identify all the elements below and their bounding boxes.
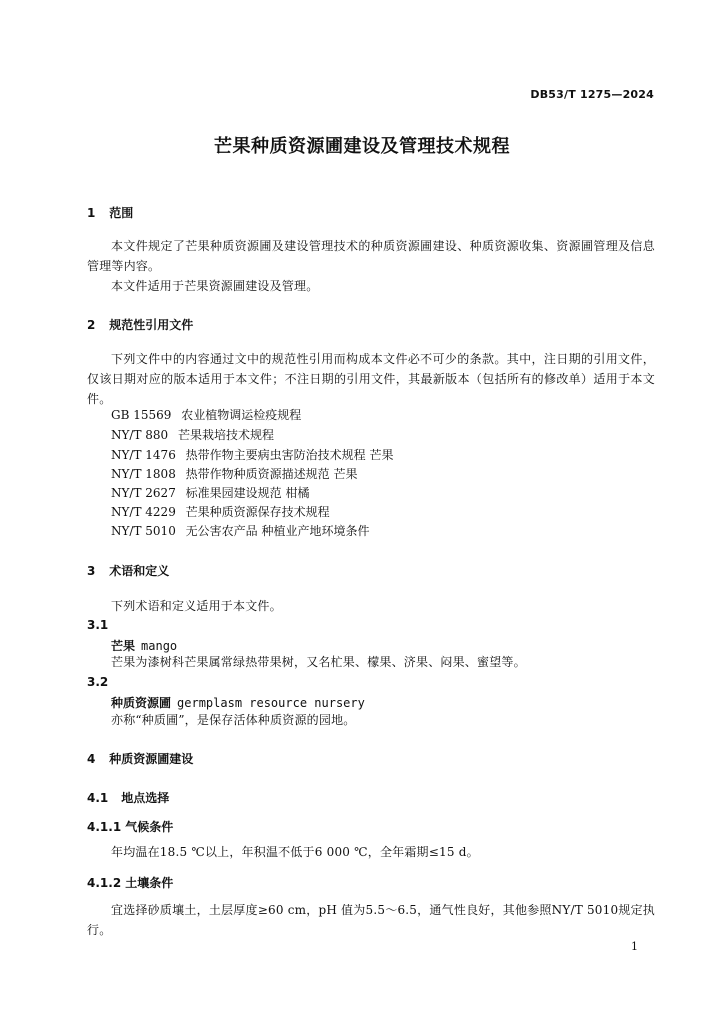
reference-code: NY/T 1808 [111, 467, 176, 481]
section-number: 4.1.1 [87, 820, 122, 834]
reference-item [111, 484, 309, 502]
standard-code: DB53/T 1275—2024 [530, 88, 654, 101]
term-chinese: 种质资源圃 [111, 696, 172, 710]
section-2-heading [87, 316, 193, 333]
term-english: germplasm resource nursery [177, 696, 365, 710]
section-1-paragraph-1: 本文件规定了芒果种质资源圃及建设管理技术的种质资源圃建设、种质资源收集、资源圃管理及信息管理等内容。 [87, 239, 655, 273]
reference-title: 标准果园建设规范 柑橘 [185, 486, 310, 500]
reference-code: GB 15569 [111, 408, 172, 422]
reference-title: 热带作物种质资源描述规范 芒果 [185, 467, 358, 481]
section-4-1-2-heading [87, 874, 173, 891]
reference-item [111, 465, 357, 483]
section-1-paragraph-2: 本文件适用于芒果资源圃建设及管理。 [111, 279, 319, 293]
reference-code: NY/T 2627 [111, 486, 176, 500]
reference-title: 无公害农产品 种植业产地环境条件 [185, 524, 370, 538]
reference-item [111, 522, 369, 540]
section-4-heading [87, 750, 193, 767]
section-4-1-1-heading [87, 818, 173, 835]
section-number: 4.1 [87, 791, 109, 805]
term-definition: 亦称“种质圃”，是保存活体种质资源的园地。 [111, 713, 356, 727]
page-number: 1 [631, 940, 638, 953]
reference-item [111, 406, 301, 424]
section-title: 术语和定义 [109, 564, 170, 578]
term-number: 3.2 [87, 675, 109, 689]
reference-title: 芒果种质资源保存技术规程 [185, 505, 330, 519]
reference-code: NY/T 1476 [111, 448, 176, 462]
section-4-1-heading [87, 789, 169, 806]
section-3-heading [87, 562, 169, 579]
section-3-paragraph-1: 下列术语和定义适用于本文件。 [111, 599, 282, 613]
reference-item [111, 503, 330, 521]
section-title: 地点选择 [121, 791, 170, 805]
section-4-1-1-paragraph: 年均温在18.5 ℃以上，年积温不低于6 000 ℃，全年霜期≤15 d。 [111, 845, 479, 859]
section-title: 种质资源圃建设 [109, 752, 194, 766]
reference-code: NY/T 4229 [111, 505, 176, 519]
document-title: 芒果种质资源圃建设及管理技术规程 [214, 136, 510, 157]
reference-code: NY/T 5010 [111, 524, 176, 538]
term-heading [111, 694, 365, 711]
section-number: 4 [87, 752, 96, 766]
reference-code: NY/T 880 [111, 428, 169, 442]
term-english: mango [141, 639, 178, 653]
term-chinese: 芒果 [111, 639, 136, 653]
section-1-heading [87, 204, 133, 221]
section-2-paragraph-1: 下列文件中的内容通过文中的规范性引用而构成本文件必不可少的条款。其中，注日期的引用文件，仅该日期对应的版本适用于本文件；不注日期的引用文件，其最新版本（包括所有的修改单）适用于本文件。 [87, 352, 655, 406]
section-4-1-2-paragraph: 宜选择砂质壤土，土层厚度≥60 cm，pH 值为5.5～6.5，通气性良好，其他参照NY/T 5010规定执行。 [87, 903, 655, 937]
section-title: 范围 [109, 206, 134, 220]
term-number: 3.1 [87, 618, 109, 632]
section-number: 4.1.2 [87, 876, 122, 890]
reference-title: 芒果栽培技术规程 [178, 428, 275, 442]
reference-title: 农业植物调运检疫规程 [181, 408, 302, 422]
reference-item [111, 426, 274, 444]
term-definition: 芒果为漆树科芒果属常绿热带果树，又名杧果、檬果、济果、闷果、蜜望等。 [111, 655, 526, 669]
reference-title: 热带作物主要病虫害防治技术规程 芒果 [185, 448, 394, 462]
section-title: 气候条件 [125, 820, 174, 834]
section-number: 2 [87, 318, 96, 332]
section-number: 1 [87, 206, 96, 220]
section-number: 3 [87, 564, 96, 578]
section-title: 规范性引用文件 [109, 318, 194, 332]
reference-item [111, 446, 393, 464]
section-title: 土壤条件 [125, 876, 174, 890]
